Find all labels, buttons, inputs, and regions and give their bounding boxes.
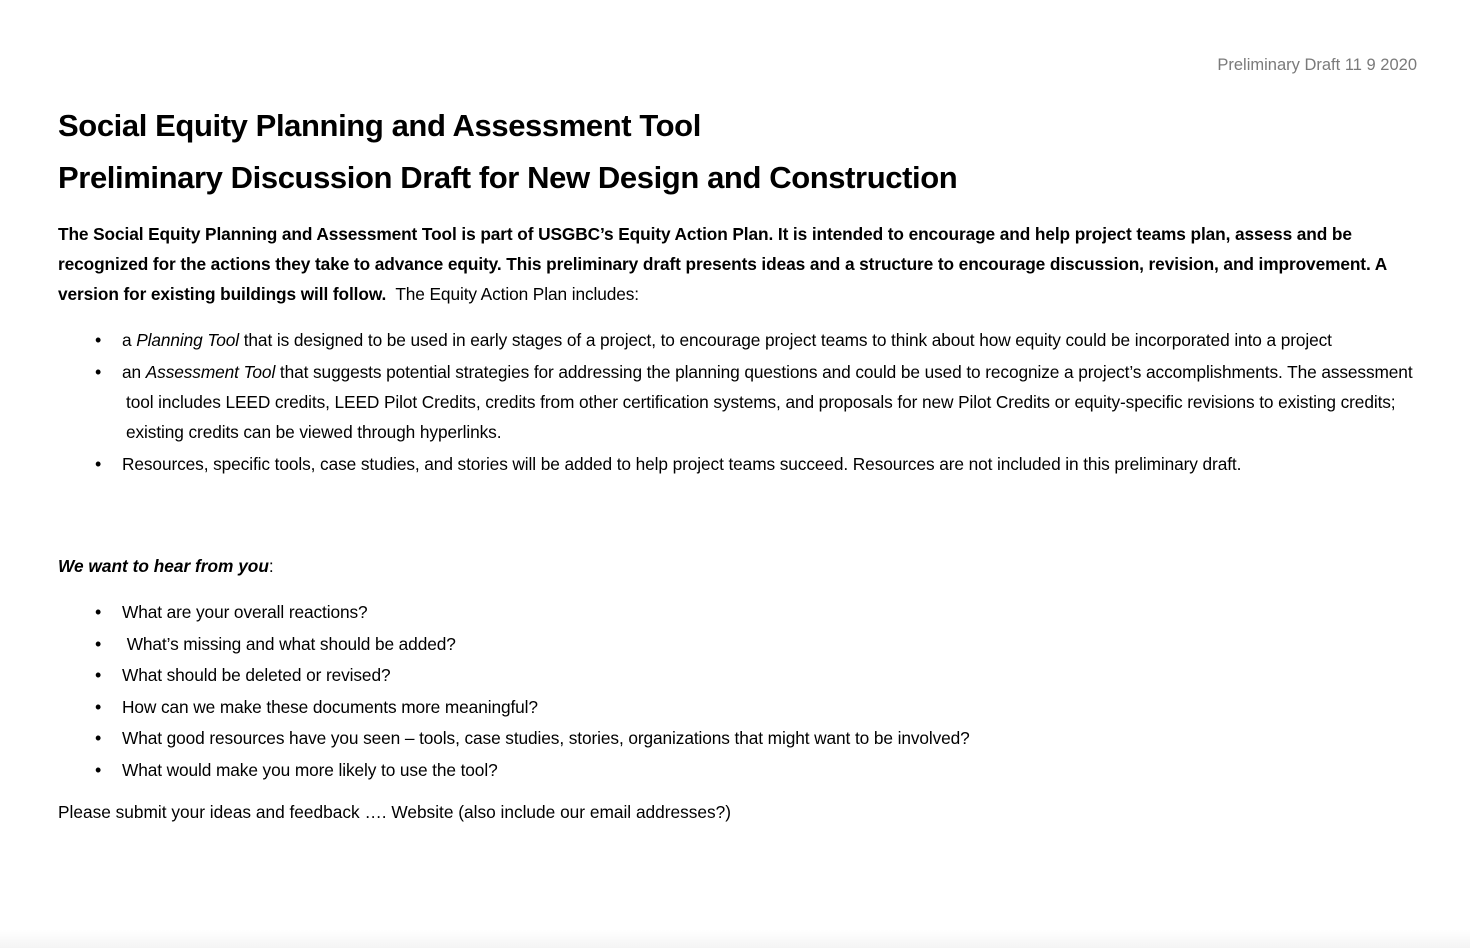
feedback-prompt: [58, 551, 274, 581]
prompt-emphasis: We want to hear from you: [58, 556, 269, 576]
item-text: Resources, specific tools, case studies, and stories will be added to help project teams succeed. Resources are not included in this preliminary draft.: [122, 454, 1242, 474]
list-item: [58, 692, 1428, 722]
bullet-icon: •: [95, 633, 102, 654]
bullet-icon: •: [95, 362, 102, 382]
bullet-icon: •: [95, 454, 102, 474]
list-item: [58, 629, 1428, 659]
question-text: What would make you more likely to use the tool?: [122, 759, 498, 780]
list-item: [58, 325, 1428, 355]
item-text: that suggests potential strategies for addressing the planning questions and could be used to recognize a project’s accomplishments. The assessment tool includes LEED credits, LEED Pilot Credits, credits from other certification systems, and proposals for new Pilot Credits or equity-specific revisions to existing credits; existing credits can be viewed through hyperlinks.: [126, 362, 1413, 442]
question-text: What should be deleted or revised?: [122, 665, 391, 685]
list-item: [58, 723, 1428, 753]
page-bottom-shadow: [0, 930, 1470, 948]
list-item: [58, 357, 1428, 447]
question-text: What good resources have you seen – tools, case studies, stories, organizations that might want to be involved?: [122, 728, 970, 748]
intro-paragraph: [58, 219, 1428, 309]
document-title: Social Equity Planning and Assessment Tool: [58, 108, 701, 143]
questions-list: [58, 597, 1428, 786]
draft-date-note: Preliminary Draft 11 9 2020: [1217, 56, 1417, 74]
item-emphasis: Planning Tool: [136, 330, 240, 350]
question-text: What’s missing and what should be added?: [122, 633, 456, 654]
item-emphasis: Assessment Tool: [145, 362, 276, 382]
list-item: [58, 597, 1428, 627]
intro-bold-text: The Social Equity Planning and Assessment Tool is part of USGBC’s Equity Action Plan. It is intended to encourage and help project teams plan, assess and be recognized for the actions they take to advance equity. This preliminary draft presents ideas and a structure to encourage discussion, revision, and improvement. A version for existing buildings will follow.: [58, 224, 1387, 304]
bullet-icon: •: [95, 728, 102, 748]
bullet-icon: •: [95, 665, 102, 685]
question-text: How can we make these documents more meaningful?: [122, 696, 538, 717]
list-item: [58, 449, 1428, 479]
intro-plain-text: The Equity Action Plan includes:: [386, 284, 640, 304]
item-text: that is designed to be used in early stages of a project, to encourage project teams to think about how equity could be incorporated into a project: [239, 330, 1332, 350]
document-subtitle: Preliminary Discussion Draft for New Design and Construction: [58, 160, 958, 195]
bullet-icon: •: [95, 330, 102, 350]
item-prefix: an: [122, 362, 146, 382]
submission-note: Please submit your ideas and feedback …. Website (also include our email addresses?): [58, 802, 732, 822]
bullet-icon: •: [95, 696, 102, 717]
bullet-icon: •: [95, 602, 102, 622]
question-text: What are your overall reactions?: [122, 602, 368, 622]
bullet-icon: •: [95, 759, 102, 780]
list-item: [58, 660, 1428, 690]
list-item: [58, 755, 1428, 785]
item-prefix: a: [122, 330, 137, 350]
prompt-suffix: :: [268, 556, 274, 576]
plan-items-list: [58, 325, 1428, 481]
